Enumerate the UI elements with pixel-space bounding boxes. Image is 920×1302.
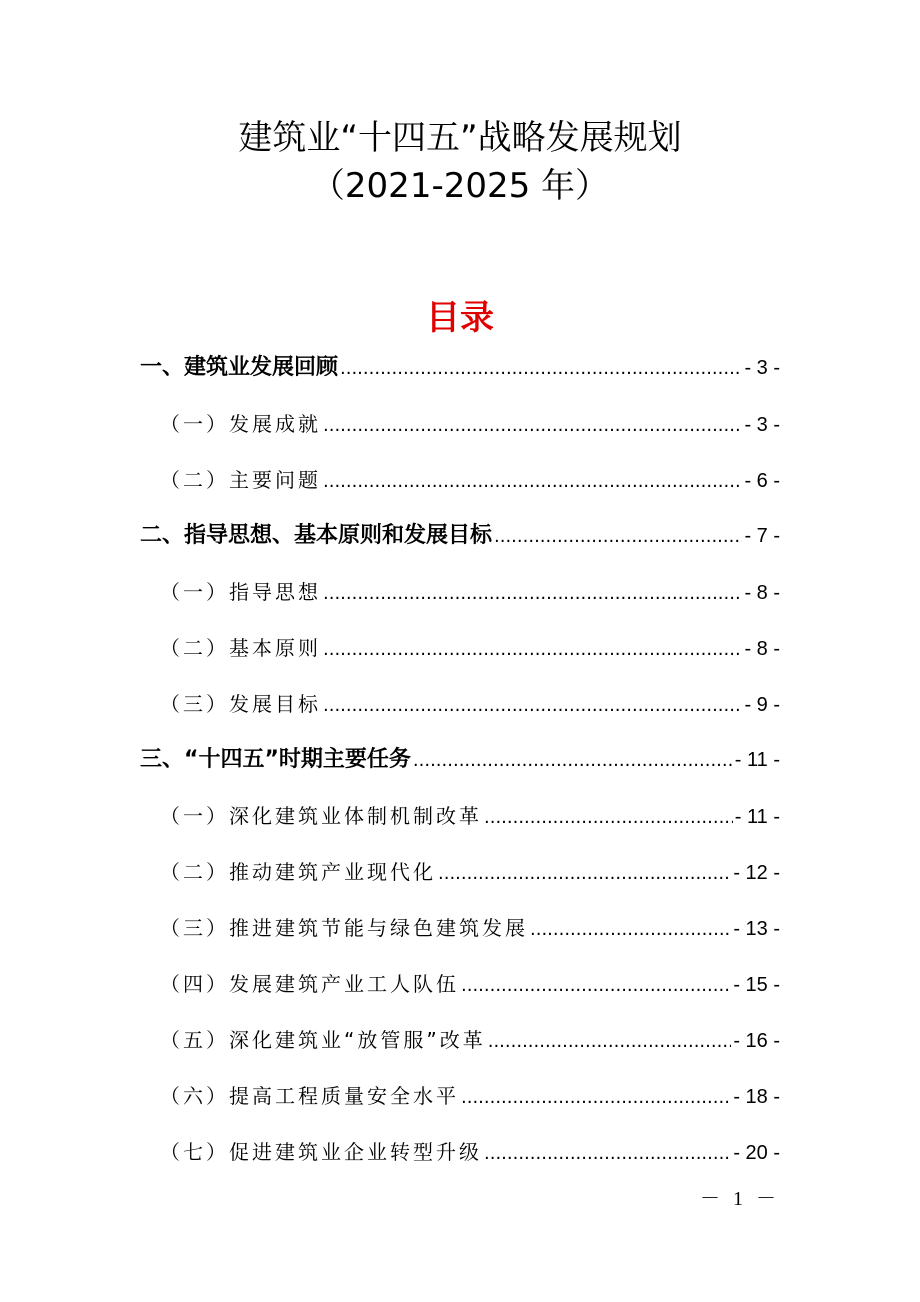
toc-entry-page-number: - 16 - bbox=[733, 1030, 780, 1052]
toc-entry-label: （七）促进建筑业企业转型升级 bbox=[160, 1140, 482, 1164]
toc-dot-leader bbox=[461, 1070, 731, 1126]
toc-entry-page-number: - 9 - bbox=[744, 694, 780, 716]
toc-dot-leader bbox=[438, 846, 731, 902]
toc-entry-chapter[interactable] bbox=[140, 732, 780, 788]
toc-dot-leader bbox=[323, 566, 742, 622]
toc-entry-page-number: - 12 - bbox=[733, 862, 780, 884]
document-title: 建筑业“十四五”战略发展规划 bbox=[238, 118, 682, 158]
toc-entry-section[interactable] bbox=[140, 452, 780, 508]
toc-dot-leader bbox=[530, 902, 731, 958]
toc-entry-page-number: - 18 - bbox=[733, 1086, 780, 1108]
toc-entry-label: （一）深化建筑业体制机制改革 bbox=[160, 804, 482, 828]
toc-entry-page-number: - 3 - bbox=[744, 357, 780, 379]
toc-entry-section[interactable] bbox=[140, 396, 780, 452]
toc-entry-section[interactable] bbox=[140, 788, 780, 844]
toc-dot-leader bbox=[340, 341, 742, 397]
toc-dot-leader bbox=[323, 454, 742, 510]
toc-entry-page-number: - 11 - bbox=[734, 749, 780, 771]
toc-heading: 目录 bbox=[426, 298, 494, 338]
toc-entry-page-number: - 13 - bbox=[733, 918, 780, 940]
toc-entry-label: 二、指导思想、基本原则和发展目标 bbox=[140, 523, 493, 548]
toc-entry-label: （二）推动建筑产业现代化 bbox=[160, 860, 436, 884]
toc-entry-chapter[interactable] bbox=[140, 508, 780, 564]
toc-entry-page-number: - 6 - bbox=[744, 470, 780, 492]
toc-entry-chapter[interactable] bbox=[140, 340, 780, 396]
toc-entry-label: （六）提高工程质量安全水平 bbox=[160, 1084, 459, 1108]
toc-dot-leader bbox=[488, 1014, 732, 1070]
toc-entry-label: （三）发展目标 bbox=[160, 692, 321, 716]
toc-entry-page-number: - 11 - bbox=[734, 806, 780, 828]
toc-entry-page-number: - 15 - bbox=[733, 974, 780, 996]
toc-entry-section[interactable] bbox=[140, 676, 780, 732]
toc-entry-section[interactable] bbox=[140, 956, 780, 1012]
toc-dot-leader bbox=[494, 509, 742, 565]
document-subtitle-years: （2021-2025 年） bbox=[310, 166, 610, 206]
toc-dot-leader bbox=[323, 398, 742, 454]
toc-entry-section[interactable] bbox=[140, 844, 780, 900]
toc-entry-label: （四）发展建筑产业工人队伍 bbox=[160, 972, 459, 996]
toc-entry-section[interactable] bbox=[140, 1124, 780, 1180]
toc-dot-leader bbox=[323, 678, 742, 734]
toc-entry-page-number: - 7 - bbox=[744, 525, 780, 547]
toc-entry-label: （二）主要问题 bbox=[160, 468, 321, 492]
toc-entry-label: （二）基本原则 bbox=[160, 636, 321, 660]
toc-entry-page-number: - 3 - bbox=[744, 414, 780, 436]
toc-entry-page-number: - 8 - bbox=[744, 582, 780, 604]
toc-dot-leader bbox=[413, 733, 733, 789]
toc-dot-leader bbox=[484, 1126, 731, 1182]
toc-entry-section[interactable] bbox=[140, 564, 780, 620]
table-of-contents bbox=[140, 340, 780, 1180]
toc-entry-label: （五）深化建筑业“放管服”改革 bbox=[160, 1028, 486, 1052]
toc-entry-section[interactable] bbox=[140, 620, 780, 676]
toc-entry-label: （一）发展成就 bbox=[160, 412, 321, 436]
toc-entry-section[interactable] bbox=[140, 900, 780, 956]
toc-entry-label: 三、“十四五”时期主要任务 bbox=[140, 747, 411, 772]
toc-entry-page-number: - 8 - bbox=[744, 638, 780, 660]
toc-dot-leader bbox=[484, 790, 733, 846]
toc-dot-leader bbox=[323, 622, 742, 678]
toc-entry-section[interactable] bbox=[140, 1068, 780, 1124]
toc-entry-label: （一）指导思想 bbox=[160, 580, 321, 604]
toc-entry-label: 一、建筑业发展回顾 bbox=[140, 355, 339, 380]
toc-entry-page-number: - 20 - bbox=[733, 1142, 780, 1164]
toc-entry-section[interactable] bbox=[140, 1012, 780, 1068]
toc-entry-label: （三）推进建筑节能与绿色建筑发展 bbox=[160, 916, 528, 940]
toc-dot-leader bbox=[461, 958, 731, 1014]
page-number-footer: － 1 － bbox=[700, 1188, 780, 1210]
